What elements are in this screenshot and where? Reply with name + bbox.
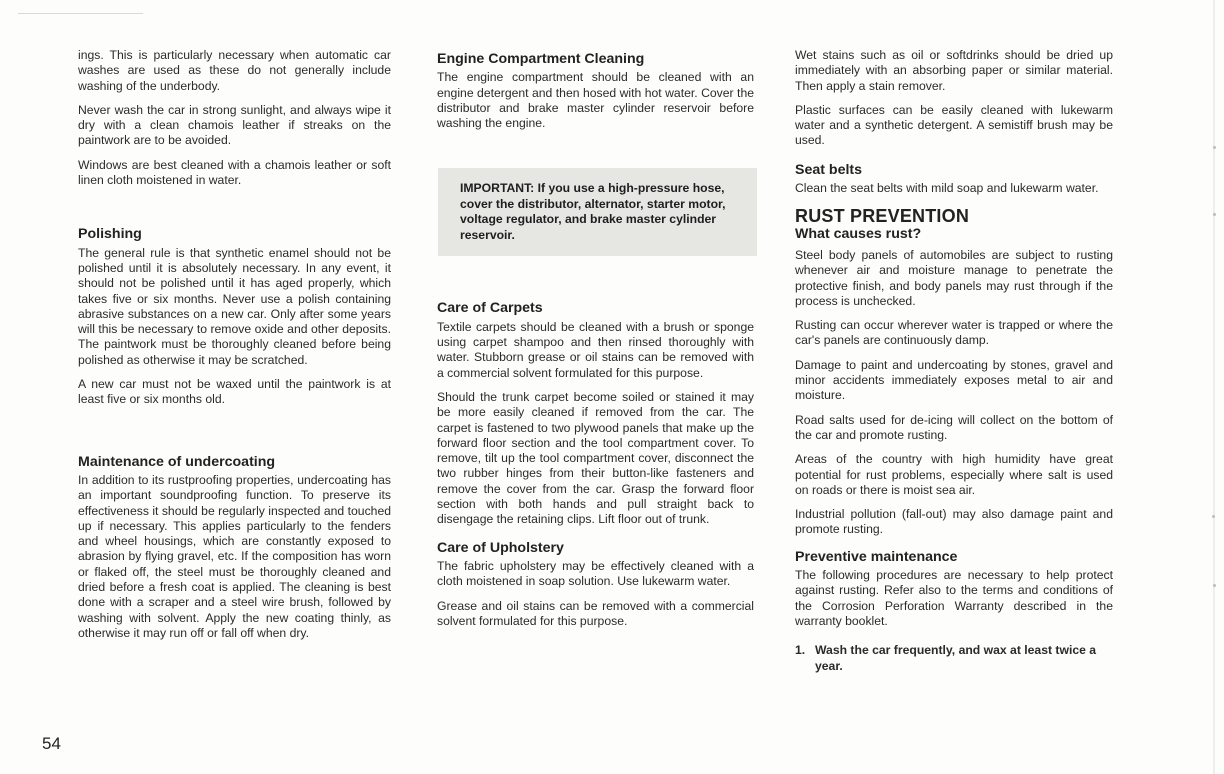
heading-what-causes-rust: What causes rust? xyxy=(795,225,922,242)
important-notice: IMPORTANT: If you use a high-pressure hose, cover the distributor, alternator, starter motor, voltage regulator, and brake master cylinder reservoir. xyxy=(438,168,757,256)
scan-speck xyxy=(1213,213,1216,216)
column-left xyxy=(78,48,391,650)
paragraph: Steel body panels of automobiles are subject to rusting whenever air and moisture manage to penetrate the protective finish, and body panels may rust through if the process is unchecked. xyxy=(795,247,1113,308)
heading-undercoating: Maintenance of undercoating xyxy=(78,453,276,470)
paragraph: Industrial pollution (fall-out) may also damage paint and promote rusting. xyxy=(795,507,1113,537)
paragraph: Plastic surfaces can be easily cleaned with lukewarm water and a synthetic detergent. A semistiff brush may be used. xyxy=(795,102,1113,148)
heading-carpets: Care of Carpets xyxy=(437,300,543,317)
paragraph: ings. This is particularly necessary when automatic car washes are used as these do not generally include washing of the underbody. xyxy=(78,48,391,93)
column-right xyxy=(795,48,1113,674)
heading-seat-belts: Seat belts xyxy=(795,161,863,178)
paragraph: Road salts used for de-icing will collect on the bottom of the car and promote rusting. xyxy=(795,412,1113,442)
paragraph: Grease and oil stains can be removed with a commercial solvent formulated for this purpose. xyxy=(437,598,754,628)
paragraph: Areas of the country with high humidity have great potential for rust problems, especially where salt is used on roads or there is moist sea air. xyxy=(795,452,1113,497)
paragraph: In addition to its rustproofing properties, undercoating has an important soundproofing function. To preserve its effectiveness it should be regularly inspected and touched up if necessary. This applies particularly to the fenders and wheel housings, which are constantly exposed to abrasion by flying gravel, etc. If the composition has worn or flaked off, the steel must be thoroughly cleaned and dried before a fresh coat is applied. The cleaning is best done with a scraper and a steel wire brush, followed by washing with solvent. Apply the new coating thinly, as otherwise it may run off or fall off when dry. xyxy=(78,472,391,640)
paragraph: Rusting can occur wherever water is trapped or where the car's panels are continuously damp. xyxy=(795,318,1113,348)
paragraph: Damage to paint and undercoating by stones, gravel and minor accidents immediately exposes metal to air and moisture. xyxy=(795,357,1113,403)
paragraph: The general rule is that synthetic enamel should not be polished until it is absolutely necessary. In any event, it should not be polished until it has aged properly, which takes five or six months. Never use a polish containing abrasive substances on a new car. Only after some years will this be necessary to remove oxide and other deposits. The paintwork must be thoroughly cleaned before being polished as otherwise it may be scratched. xyxy=(78,245,391,367)
paragraph: Never wash the car in strong sunlight, and always wipe it dry with a clean chamois leather if streaks on the paintwork are to be avoided. xyxy=(78,102,391,148)
paragraph: The following procedures are necessary to help protect against rusting. Refer also to the terms and conditions of the Corrosion Perforation Warranty described in the warranty booklet. xyxy=(795,568,1113,628)
scan-speck xyxy=(1213,584,1216,587)
item-text: Wash the car frequently, and wax at least twice a year. xyxy=(815,643,1097,673)
paragraph: The fabric upholstery may be effectively cleaned with a cloth moistened in soap solution. Use lukewarm water. xyxy=(437,558,754,589)
paragraph: Textile carpets should be cleaned with a brush or sponge using carpet shampoo and then rinsed thoroughly with water. Stubborn grease or oil stains can be removed with a commercial solvent formulated for this purpose. xyxy=(437,319,754,380)
heading-preventive-maintenance: Preventive maintenance xyxy=(795,548,958,565)
item-number: 1. xyxy=(795,643,806,658)
page-number: 54 xyxy=(42,734,61,753)
heading-upholstery: Care of Upholstery xyxy=(437,539,564,556)
heading-engine-cleaning: Engine Compartment Cleaning xyxy=(437,51,645,67)
paragraph: Should the trunk carpet become soiled or stained it may be more easily cleaned if removed from the car. The carpet is fastened to two plywood panels that make up the forward floor section and the tool compartment cover. To remove, tilt up the tool compartment cover, disconnect the two rubber hinges from their button-like fasteners and remove the cover from the car. Grasp the forward floor section with both hands and pull straight back to disengage the retaining clips. Lift floor out of trunk. xyxy=(437,389,754,527)
scan-speck xyxy=(1212,515,1215,518)
scan-speck xyxy=(1213,146,1216,149)
heading-polishing: Polishing xyxy=(78,226,142,243)
paragraph: The engine compartment should be cleaned with an engine detergent and then hosed with hot water. Cover the distributor and brake master cylinder reservoir before washing the engine. xyxy=(437,70,754,131)
top-rule xyxy=(18,13,143,14)
column-middle xyxy=(437,48,754,638)
heading-rust-prevention: RUST PREVENTION xyxy=(795,206,970,227)
numbered-item xyxy=(795,643,1113,674)
paragraph: Clean the seat belts with mild soap and lukewarm water. xyxy=(795,181,1099,196)
paragraph: A new car must not be waxed until the paintwork is at least five or six months old. xyxy=(78,377,391,407)
paragraph: Windows are best cleaned with a chamois leather or soft linen cloth moistened in water. xyxy=(78,157,391,188)
page-edge-shadow xyxy=(1213,0,1215,774)
paragraph: Wet stains such as oil or softdrinks should be dried up immediately with an absorbing paper or similar material. Then apply a stain remover. xyxy=(795,48,1113,93)
